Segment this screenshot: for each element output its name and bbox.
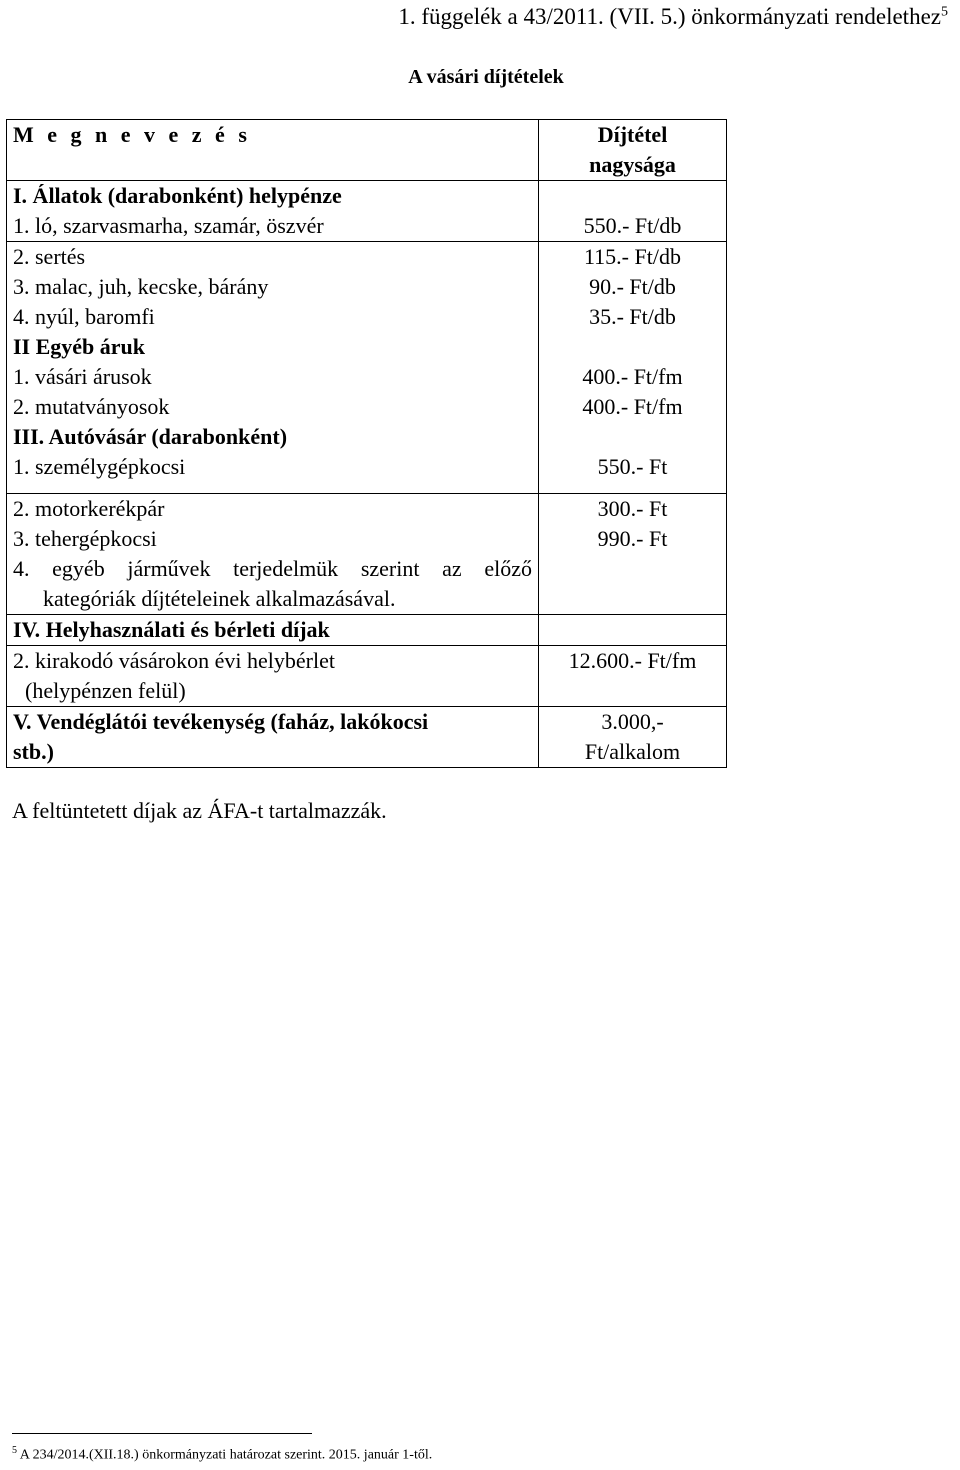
vehicle-items-block [7,494,539,615]
animal-items-block [7,242,539,494]
fee-block [539,242,727,494]
section1-block [7,181,539,242]
item-fee: 990.- Ft [597,526,668,551]
item-fee: 115.- Ft/db [584,244,681,269]
item-name: 2. kirakodó vásárokon évi helybérlet [13,648,335,673]
empty-fee-cell [539,615,727,646]
table-header-row [7,120,727,181]
section5-fee: 3.000,- Ft/alkalom [539,707,727,768]
item-name-continued: kategóriák díjtételeinek alkalmazásával. [43,586,396,611]
item-fee: 400.- Ft/fm [582,364,683,389]
table-row [7,615,727,646]
item-fee: 300.- Ft [597,496,668,521]
section3-title: III. Autóvásár (darabonként) [13,424,288,449]
footnote [12,1445,432,1464]
item-name: 2. sertés [13,244,86,269]
section1-title: I. Állatok (darabonként) helypénze [13,183,342,208]
section5-title: V. Vendéglátói tevékenység (faház, lakókocsi stb.) [7,707,539,768]
table-row [7,242,727,494]
item-name-continued: (helypénzen felül) [25,678,186,703]
fee-column-header [539,120,727,181]
item-fee: 550.- Ft [597,454,668,479]
item-fee: 550.- Ft/db [583,213,682,238]
section1-fee-cell [539,181,727,242]
section4-title: IV. Helyhasználati és bérleti díjak [7,615,539,646]
table-row [7,494,727,615]
page-heading-text: 1. függelék a 43/2011. (VII. 5.) önkormányzati rendelethez [398,4,941,29]
document-title: A vásári díjtételek [408,66,564,88]
table-row [7,646,727,707]
item-name: 2. mutatványosok [13,394,170,419]
item-fee: 90.- Ft/db [589,274,676,299]
section2-title: II Egyéb áruk [13,334,146,359]
fee-header-line2: nagysága [589,152,676,177]
item-name: 1. személygépkocsi [13,454,186,479]
rental-fee: 12.600.- Ft/fm [539,646,727,707]
item-fee: 400.- Ft/fm [582,394,683,419]
footnote-mark: 5 [12,1445,17,1456]
item-name: 3. malac, juh, kecske, bárány [13,274,269,299]
table-row [7,707,727,768]
vehicle-fee-block [539,494,727,615]
rental-item [7,646,539,707]
item-name: 1. ló, szarvasmarha, szamár, öszvér [13,213,324,238]
vat-note: A feltüntetett díjak az ÁFA-t tartalmazzák. [12,798,387,823]
table-row [7,181,727,242]
footnote-divider [12,1433,312,1434]
fee-header-line1: Díjtétel [597,122,668,147]
item-name: 2. motorkerékpár [13,496,165,521]
item-name: 4. nyúl, baromfi [13,304,155,329]
footnote-text: A 234/2014.(XII.18.) önkormányzati határozat szerint. 2015. január 1-től. [19,1447,433,1463]
page-heading [398,4,948,30]
fee-table [6,119,727,768]
footnote-ref: 5 [941,4,948,20]
item-name: 3. tehergépkocsi [13,526,157,551]
item-fee: 35.- Ft/db [589,304,676,329]
item-name: 1. vásári árusok [13,364,152,389]
item-name: 4. egyéb járművek terjedelmük szerint az előző [13,556,532,581]
name-column-header: M e g n e v e z é s [7,120,539,181]
